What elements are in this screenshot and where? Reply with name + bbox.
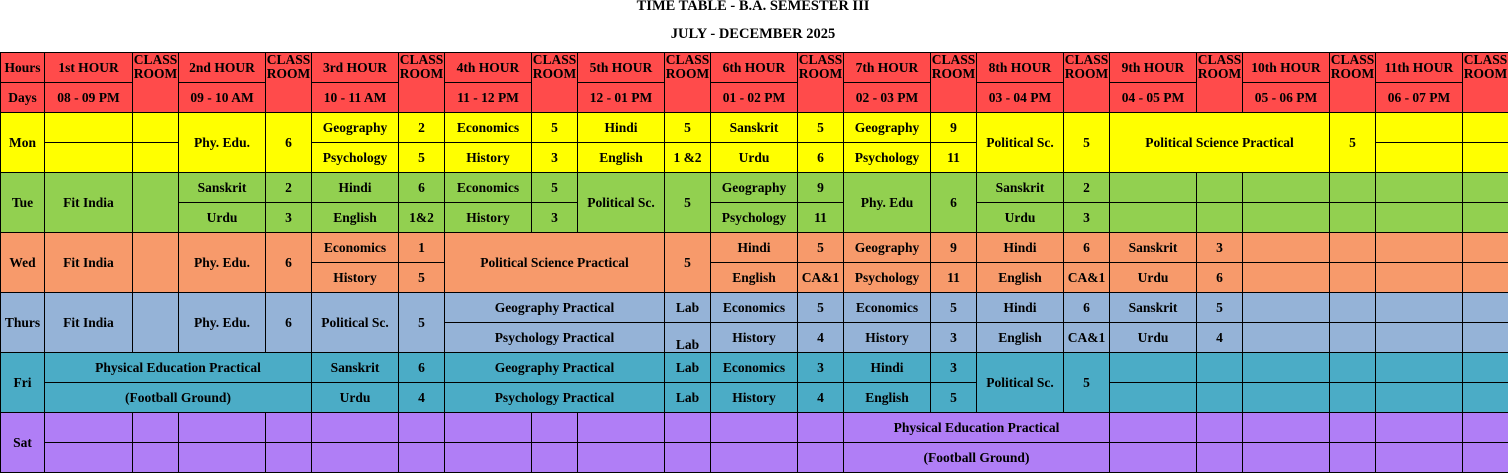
class-room-header: CLASS ROOM	[798, 53, 844, 113]
empty-cell	[1197, 173, 1243, 203]
room-cell: 5	[798, 233, 844, 263]
subject-cell: History	[445, 143, 532, 173]
empty-cell	[1110, 383, 1197, 413]
empty-cell	[45, 443, 133, 473]
class-room-header: CLASS ROOM	[1064, 53, 1110, 113]
empty-cell	[1110, 173, 1197, 203]
class-room-header: CLASS ROOM	[133, 53, 179, 113]
subject-cell: Sanskrit	[1110, 233, 1197, 263]
empty-cell	[1463, 383, 1508, 413]
empty-cell	[1243, 443, 1330, 473]
subject-cell: Urdu	[977, 203, 1064, 233]
room-cell: 5	[532, 173, 578, 203]
empty-cell	[1330, 293, 1376, 323]
room-cell: 5	[1197, 293, 1243, 323]
room-cell: 5	[665, 113, 711, 143]
class-room-header: CLASS ROOM	[665, 53, 711, 113]
empty-cell	[1330, 413, 1376, 443]
subject-cell: Hindi	[977, 233, 1064, 263]
empty-cell	[1243, 413, 1330, 443]
class-room-header: CLASS ROOM	[532, 53, 578, 113]
subject-cell: English	[312, 203, 399, 233]
hour-time: 06 - 07 PM	[1376, 83, 1463, 113]
hour-name: 5th HOUR	[578, 53, 665, 83]
empty-cell	[266, 443, 312, 473]
hour-name: 9th HOUR	[1110, 53, 1197, 83]
room-cell: CA&1	[1064, 323, 1110, 353]
hour-time: 02 - 03 PM	[844, 83, 931, 113]
room-cell: 6	[1197, 263, 1243, 293]
room-cell: 11	[798, 203, 844, 233]
hour-time: 12 - 01 PM	[578, 83, 665, 113]
hour-name: 7th HOUR	[844, 53, 931, 83]
empty-cell	[1243, 293, 1330, 323]
empty-cell	[1376, 383, 1463, 413]
subject-cell: (Football Ground)	[844, 443, 1110, 473]
empty-cell	[711, 413, 798, 443]
room-cell: 6	[399, 353, 445, 383]
subject-cell: Phy. Edu.	[179, 233, 266, 293]
hour-time: 09 - 10 AM	[179, 83, 266, 113]
room-cell: 5	[798, 293, 844, 323]
room-cell: 3	[532, 203, 578, 233]
empty-cell	[1376, 263, 1463, 293]
subject-cell: Sanskrit	[977, 173, 1064, 203]
room-cell: 5	[1330, 113, 1376, 173]
empty-cell	[1243, 203, 1330, 233]
room-cell: Lab	[665, 323, 711, 353]
hour-name: 3rd HOUR	[312, 53, 399, 83]
subject-cell: Geography	[844, 113, 931, 143]
subject-cell: Hindi	[844, 353, 931, 383]
hour-time: 10 - 11 AM	[312, 83, 399, 113]
empty-cell	[1243, 383, 1330, 413]
hour-time: 11 - 12 PM	[445, 83, 532, 113]
empty-cell	[133, 113, 179, 143]
empty-cell	[1243, 173, 1330, 203]
hours-label: Hours	[1, 53, 45, 83]
room-cell: 5	[931, 293, 977, 323]
subject-cell: Economics	[711, 293, 798, 323]
subject-cell: Geography	[711, 173, 798, 203]
room-cell: 4	[1197, 323, 1243, 353]
class-room-header: CLASS ROOM	[1197, 53, 1243, 113]
room-cell: 5	[1064, 353, 1110, 413]
subject-cell: English	[578, 143, 665, 173]
empty-cell	[1376, 143, 1463, 173]
subject-cell: History	[844, 323, 931, 353]
hour-name: 2nd HOUR	[179, 53, 266, 83]
room-cell: 2	[1064, 173, 1110, 203]
hour-name: 11th HOUR	[1376, 53, 1463, 83]
hour-name: 1st HOUR	[45, 53, 133, 83]
empty-cell	[1197, 383, 1243, 413]
empty-cell	[445, 443, 532, 473]
room-cell: 3	[931, 353, 977, 383]
subject-cell: Urdu	[312, 383, 399, 413]
room-cell: 4	[399, 383, 445, 413]
empty-cell	[1243, 263, 1330, 293]
empty-cell	[1463, 143, 1508, 173]
subject-cell: Economics	[711, 353, 798, 383]
subject-cell: Sanskrit	[312, 353, 399, 383]
subject-cell: Economics	[844, 293, 931, 323]
empty-cell	[1197, 413, 1243, 443]
room-cell: 9	[931, 233, 977, 263]
room-cell: 5	[665, 173, 711, 233]
subject-cell: English	[844, 383, 931, 413]
hour-name: 4th HOUR	[445, 53, 532, 83]
subject-cell: Political Science Practical	[1110, 113, 1330, 173]
subject-cell: English	[977, 323, 1064, 353]
empty-cell	[532, 443, 578, 473]
subject-cell: Political Sc.	[312, 293, 399, 353]
empty-cell	[1330, 263, 1376, 293]
room-cell: 5	[798, 113, 844, 143]
empty-cell	[532, 413, 578, 443]
hour-name: 6th HOUR	[711, 53, 798, 83]
subject-cell: Hindi	[578, 113, 665, 143]
room-cell: Lab	[665, 353, 711, 383]
empty-cell	[1463, 173, 1508, 203]
empty-cell	[665, 413, 711, 443]
subject-cell: Phy. Edu.	[179, 113, 266, 173]
subject-cell: Geography	[312, 113, 399, 143]
empty-cell	[1376, 233, 1463, 263]
subject-cell: Urdu	[1110, 323, 1197, 353]
room-cell: 9	[931, 113, 977, 143]
empty-cell	[1376, 323, 1463, 353]
subject-cell: History	[711, 383, 798, 413]
empty-cell	[1330, 443, 1376, 473]
room-cell: 9	[798, 173, 844, 203]
room-cell: Lab	[665, 383, 711, 413]
timetable	[0, 52, 1508, 473]
empty-cell	[1330, 383, 1376, 413]
subject-cell: Psychology	[844, 143, 931, 173]
empty-cell	[179, 413, 266, 443]
empty-cell	[133, 413, 179, 443]
empty-cell	[1376, 413, 1463, 443]
subject-cell: Psychology	[711, 203, 798, 233]
day-label: Sat	[1, 413, 45, 473]
days-label: Days	[1, 83, 45, 113]
hour-time: 01 - 02 PM	[711, 83, 798, 113]
subject-cell: Economics	[445, 173, 532, 203]
empty-cell	[798, 443, 844, 473]
room-cell: 6	[1064, 293, 1110, 323]
empty-cell	[665, 443, 711, 473]
room-cell: 6	[931, 173, 977, 233]
room-cell: 6	[266, 233, 312, 293]
empty-cell	[1330, 353, 1376, 383]
room-cell: 1&2	[399, 203, 445, 233]
empty-cell	[1110, 353, 1197, 383]
room-cell: 2	[266, 173, 312, 203]
room-cell: 5	[399, 263, 445, 293]
empty-cell	[45, 143, 133, 173]
subject-cell: Fit India	[45, 173, 133, 233]
empty-cell	[1463, 263, 1508, 293]
subject-cell: Urdu	[711, 143, 798, 173]
empty-cell	[1110, 443, 1197, 473]
day-label: Fri	[1, 353, 45, 413]
subject-cell: English	[977, 263, 1064, 293]
empty-cell	[1197, 443, 1243, 473]
empty-cell	[1463, 293, 1508, 323]
room-cell: 6	[399, 173, 445, 203]
hour-time: 04 - 05 PM	[1110, 83, 1197, 113]
subject-cell: Political Science Practical	[445, 233, 665, 293]
subject-cell: Urdu	[179, 203, 266, 233]
day-label: Tue	[1, 173, 45, 233]
empty-cell	[1463, 113, 1508, 143]
subject-cell: English	[711, 263, 798, 293]
room-cell: 1	[399, 233, 445, 263]
subject-cell: Fit India	[45, 293, 133, 353]
empty-cell	[133, 443, 179, 473]
room-cell: 11	[931, 143, 977, 173]
page-title: TIME TABLE - B.A. SEMESTER III	[0, 0, 1506, 15]
subject-cell: Geography	[844, 233, 931, 263]
day-label: Mon	[1, 113, 45, 173]
empty-cell	[312, 443, 399, 473]
empty-cell	[1376, 293, 1463, 323]
subject-cell: Phy. Edu.	[179, 293, 266, 353]
subject-cell: Sanskrit	[711, 113, 798, 143]
room-cell: 4	[798, 323, 844, 353]
empty-cell	[1376, 353, 1463, 383]
subject-cell: History	[445, 203, 532, 233]
room-cell: 6	[266, 293, 312, 353]
subject-cell: Hindi	[711, 233, 798, 263]
empty-cell	[1330, 323, 1376, 353]
hour-name: 8th HOUR	[977, 53, 1064, 83]
subject-cell: Political Sc.	[977, 113, 1064, 173]
room-cell: 3	[266, 203, 312, 233]
class-room-header: CLASS ROOM	[266, 53, 312, 113]
room-cell: 3	[532, 143, 578, 173]
class-room-header: CLASS ROOM	[399, 53, 445, 113]
subject-cell: Psychology Practical	[445, 383, 665, 413]
empty-cell	[1197, 203, 1243, 233]
subject-cell: Political Sc.	[578, 173, 665, 233]
class-room-header: CLASS ROOM	[931, 53, 977, 113]
empty-cell	[1376, 173, 1463, 203]
empty-cell	[1463, 203, 1508, 233]
room-cell: 5	[1064, 113, 1110, 173]
hour-time: 03 - 04 PM	[977, 83, 1064, 113]
empty-cell	[266, 413, 312, 443]
subject-cell: Geography Practical	[445, 353, 665, 383]
empty-cell	[1463, 413, 1508, 443]
subject-cell: History	[711, 323, 798, 353]
empty-cell	[1463, 353, 1508, 383]
room-cell: 4	[798, 383, 844, 413]
subject-cell: Physical Education Practical	[45, 353, 312, 383]
empty-cell	[1243, 353, 1330, 383]
room-cell: CA&1	[1064, 263, 1110, 293]
room-cell: 3	[1064, 203, 1110, 233]
empty-cell	[399, 413, 445, 443]
room-cell: 6	[266, 113, 312, 173]
empty-cell	[399, 443, 445, 473]
room-cell: 11	[931, 263, 977, 293]
subject-cell: Physical Education Practical	[844, 413, 1110, 443]
hour-name: 10th HOUR	[1243, 53, 1330, 83]
subject-cell: Hindi	[977, 293, 1064, 323]
subject-cell: Political Sc.	[977, 353, 1064, 413]
room-cell	[133, 173, 179, 233]
subject-cell: Psychology	[844, 263, 931, 293]
empty-cell	[1330, 233, 1376, 263]
subject-cell: Hindi	[312, 173, 399, 203]
subject-cell: Psychology Practical	[445, 323, 665, 353]
empty-cell	[798, 413, 844, 443]
subject-cell: Phy. Edu	[844, 173, 931, 233]
room-cell	[133, 233, 179, 293]
subject-cell: Sanskrit	[1110, 293, 1197, 323]
room-cell: 6	[798, 143, 844, 173]
empty-cell	[1110, 203, 1197, 233]
hour-time: 08 - 09 PM	[45, 83, 133, 113]
subject-cell: (Football Ground)	[45, 383, 312, 413]
empty-cell	[578, 413, 665, 443]
subject-cell: Psychology	[312, 143, 399, 173]
day-label: Thurs	[1, 293, 45, 353]
empty-cell	[179, 443, 266, 473]
room-cell: Lab	[665, 293, 711, 323]
subject-cell: Fit India	[45, 233, 133, 293]
empty-cell	[1110, 413, 1197, 443]
subject-cell: Geography Practical	[445, 293, 665, 323]
room-cell	[133, 293, 179, 353]
empty-cell	[1243, 233, 1330, 263]
room-cell: 5	[931, 383, 977, 413]
room-cell: 5	[532, 113, 578, 143]
room-cell: 5	[399, 293, 445, 353]
empty-cell	[312, 413, 399, 443]
empty-cell	[1330, 173, 1376, 203]
empty-cell	[1330, 203, 1376, 233]
room-cell: 3	[1197, 233, 1243, 263]
empty-cell	[1463, 233, 1508, 263]
room-cell: 3	[931, 323, 977, 353]
empty-cell	[1463, 443, 1508, 473]
subject-cell: Economics	[312, 233, 399, 263]
room-cell: 5	[399, 143, 445, 173]
room-cell: 5	[665, 233, 711, 293]
hour-time: 05 - 06 PM	[1243, 83, 1330, 113]
empty-cell	[45, 413, 133, 443]
subject-cell: History	[312, 263, 399, 293]
empty-cell	[1197, 353, 1243, 383]
class-room-header: CLASS ROOM	[1330, 53, 1376, 113]
empty-cell	[711, 443, 798, 473]
empty-cell	[45, 113, 133, 143]
subject-cell: Economics	[445, 113, 532, 143]
empty-cell	[445, 413, 532, 443]
room-cell: 6	[1064, 233, 1110, 263]
day-label: Wed	[1, 233, 45, 293]
page-subtitle: JULY - DECEMBER 2025	[0, 26, 1506, 43]
empty-cell	[578, 443, 665, 473]
room-cell: 3	[798, 353, 844, 383]
empty-cell	[1463, 323, 1508, 353]
empty-cell	[1376, 113, 1463, 143]
class-room-header: CLASS ROOM	[1463, 53, 1508, 113]
room-cell: 1 &2	[665, 143, 711, 173]
empty-cell	[133, 143, 179, 173]
subject-cell: Sanskrit	[179, 173, 266, 203]
empty-cell	[1376, 203, 1463, 233]
empty-cell	[1376, 443, 1463, 473]
room-cell: 2	[399, 113, 445, 143]
empty-cell	[1243, 323, 1330, 353]
room-cell: CA&1	[798, 263, 844, 293]
subject-cell: Urdu	[1110, 263, 1197, 293]
